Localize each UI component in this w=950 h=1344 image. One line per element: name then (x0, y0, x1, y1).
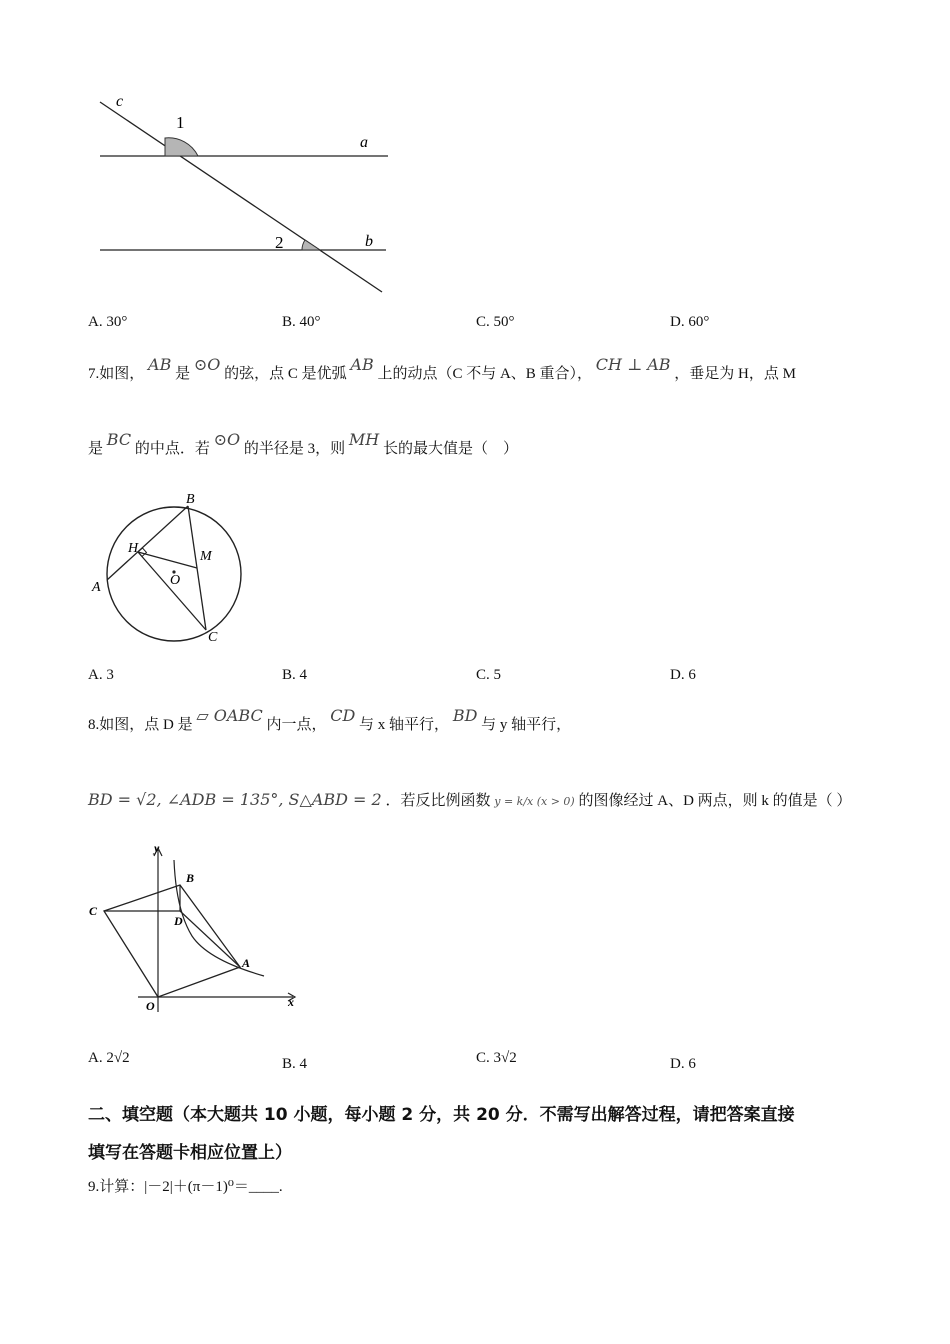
q7-math-ab: AB (148, 355, 172, 374)
label-H: H (128, 541, 139, 556)
figure-circle (88, 488, 248, 648)
q7-text: 的弦，点 C 是优弧 (224, 366, 347, 382)
q8-text: 内一点， (266, 717, 327, 733)
q7-text: 上的动点（C 不与 A、B 重合）， (377, 366, 593, 382)
label-x: x (288, 995, 294, 1009)
q7-text: 是 (88, 441, 104, 457)
q8-text: 与 x 轴平行， (359, 717, 450, 733)
q8-option-a: A. 2√2 (88, 1050, 130, 1066)
angle-1-marker (165, 138, 198, 156)
q7-line-2 (88, 430, 518, 458)
q7-text: 长的最大值是（ ） (382, 441, 518, 457)
q7-text: 的半径是 3，则 (243, 441, 346, 457)
segment-da (180, 911, 240, 967)
figure-parallel-lines (90, 90, 400, 300)
q8-option-c: C. 3√2 (476, 1050, 517, 1066)
q6-option-c: C. 50° (476, 314, 515, 330)
q7-math-mh: MH (348, 430, 380, 449)
figure-parallelogram (88, 840, 308, 1020)
q7-math-arc: AB (350, 355, 374, 374)
q7-math-perp: CH ⊥ AB (595, 355, 671, 374)
label-B: B (186, 492, 195, 507)
label-b: b (365, 233, 373, 250)
label-A: A (242, 956, 251, 970)
q7-option-a: A. 3 (88, 667, 114, 683)
q6-option-d: D. 60° (670, 314, 710, 330)
angle-2-marker (302, 240, 320, 250)
q8-text: 8.如图，点 D 是 (88, 717, 193, 733)
q8-text: 的图像经过 A、D 两点，则 k 的值是（ ） (578, 793, 852, 809)
label-a: a (360, 134, 368, 151)
q8-option-d: D. 6 (670, 1056, 696, 1072)
label-angle-2: 2 (275, 233, 284, 252)
segment-hm (138, 552, 197, 568)
q7-math-bc: BC (106, 430, 132, 449)
q7-text: 是 (175, 366, 191, 382)
q9-text: 9.计算：|－2|＋(π－1)⁰＝____. (88, 1179, 283, 1195)
q6-option-b: B. 40° (282, 314, 321, 330)
q7-option-b: B. 4 (282, 667, 308, 683)
label-B: B (186, 871, 195, 885)
q8-math-function: y = k/x (x > 0) (494, 795, 575, 808)
label-O: O (146, 999, 155, 1013)
q7-text: 7.如图， (88, 366, 145, 382)
q8-math-bd: BD (452, 706, 478, 725)
label-M: M (200, 549, 212, 564)
q8-math-cd: CD (330, 706, 356, 725)
q7-math-circle: ⊙O (193, 355, 221, 374)
label-C: C (208, 630, 218, 645)
q8-text: 与 y 轴平行， (481, 717, 572, 733)
q8-line-2 (88, 789, 851, 810)
q6-option-a: A. 30° (88, 314, 128, 330)
q7-option-d: D. 6 (670, 667, 696, 683)
q7-math-circle: ⊙O (213, 430, 241, 449)
label-C: C (89, 904, 98, 918)
parallelogram-oabc (104, 885, 240, 997)
section-heading-line-1: 二、填空题（本大题共 10 小题，每小题 2 分，共 20 分．不需写出解答过程，请把答案直接 (88, 1105, 795, 1125)
label-angle-1: 1 (176, 113, 185, 132)
label-A: A (92, 580, 101, 595)
q7-line-1 (88, 355, 796, 383)
label-c: c (116, 93, 124, 110)
q8-line-1 (88, 706, 572, 734)
line-c (100, 102, 382, 292)
q8-math-conditions: BD = √2, ∠ADB = 135°, S△ABD = 2 (88, 790, 382, 809)
q8-text: ．若反比例函数 (385, 793, 491, 809)
label-y: y (154, 841, 160, 855)
q8-option-b: B. 4 (282, 1056, 308, 1072)
label-O: O (170, 573, 181, 588)
q8-math-parallelogram: ▱ OABC (196, 706, 263, 725)
q7-text: 的中点．若 (134, 441, 210, 457)
section-heading-line-2: 填写在答题卡相应位置上） (88, 1143, 292, 1163)
q7-text: ，垂足为 H，点 M (674, 366, 796, 382)
chord-ab (107, 506, 188, 580)
label-D: D (174, 914, 183, 928)
q7-option-c: C. 5 (476, 667, 502, 683)
